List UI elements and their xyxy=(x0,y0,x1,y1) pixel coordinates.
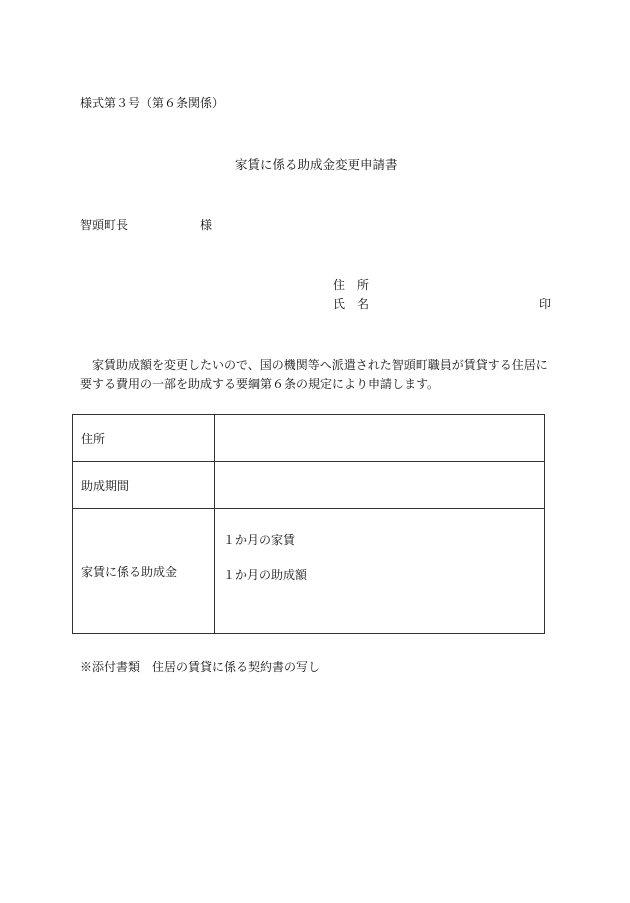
addressee-name: 智頭町長 xyxy=(80,218,129,232)
seal-label: 印 xyxy=(539,297,552,311)
row-label-subsidy: 家賃に係る助成金 xyxy=(73,509,215,634)
period-value-field[interactable] xyxy=(215,462,545,509)
address-value-field[interactable] xyxy=(215,415,545,462)
subsidy-value-field[interactable] xyxy=(215,509,545,634)
body-line-1: 家賃助成額を変更したいので、国の機関等へ派遣された智頭町職員が賃貸する住居に xyxy=(92,358,548,372)
attachment-note: ※添付書類 住居の賃貸に係る契約書の写し xyxy=(80,660,321,674)
document-title: 家賃に係る助成金変更申請書 xyxy=(235,157,398,172)
applicant-address-label: 住 所 xyxy=(333,278,370,292)
row-label-address: 住所 xyxy=(73,415,215,462)
addressee-honorific: 様 xyxy=(200,218,213,232)
monthly-subsidy-label: １か月の助成額 xyxy=(223,568,308,582)
table-row xyxy=(73,462,545,509)
body-line-2: 要する費用の一部を助成する要綱第６条の規定により申請します。 xyxy=(80,377,440,391)
monthly-rent-label: １か月の家賃 xyxy=(223,533,296,547)
form-number: 様式第３号（第６条関係） xyxy=(80,96,225,110)
application-table xyxy=(72,414,545,634)
row-label-period: 助成期間 xyxy=(73,462,215,509)
applicant-name-label: 氏 名 xyxy=(333,297,370,311)
table-row xyxy=(73,415,545,462)
table-row xyxy=(73,509,545,634)
